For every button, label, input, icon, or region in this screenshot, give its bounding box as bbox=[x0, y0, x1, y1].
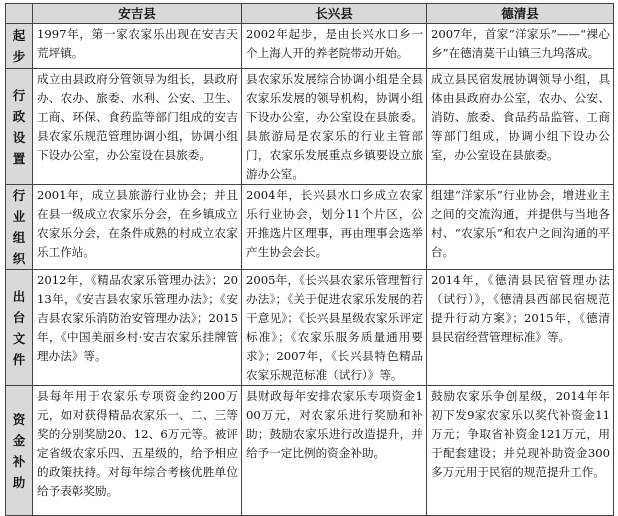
table-row-funding bbox=[6, 386, 614, 516]
cell-admin-changxing: 县农家乐发展综合协调小组是全县农家乐发展的领导机构，协调小组下设办公室，办公室设在县旅委。县旅游局是农家乐的行业主管部门，农家乐发展重点乡镇要设立旅游办公室。 bbox=[242, 69, 427, 185]
header-deqing: 德清县 bbox=[427, 4, 614, 24]
cell-industry-deqing: 组建“洋家乐”行业协会，增进业主之间的交流沟通，并提供与当地各村、“农家乐”和农户之间沟通的平台。 bbox=[427, 185, 614, 270]
table-row-industry bbox=[6, 185, 614, 270]
cell-documents-deqing: 2014年，《德清县民宿管理办法（试行）》，《德清县西部民宿规范提升行动方案》；2015年，《德清县民宿经营管理标准》等。 bbox=[427, 270, 614, 386]
cell-admin-anji: 成立由县政府分管领导为组长，县政府办、农办、旅委、水利、公安、卫生、工商、环保、食药监等部门组成的安吉县农家乐规范管理协调小组，协调小组下设办公室，办公室设在县旅委。 bbox=[33, 69, 242, 185]
cell-start-changxing: 2002年起步，是由长兴水口乡一个上海人开的养老院带动开始。 bbox=[242, 24, 427, 69]
header-changxing: 长兴县 bbox=[242, 4, 427, 24]
cell-industry-anji: 2001年，成立县旅游行业协会；并且在县一级成立农家乐分会，在乡镇成立农家乐分会，在条件成熟的村成立农家乐工作站。 bbox=[33, 185, 242, 270]
row-label-start: 起步 bbox=[6, 24, 33, 69]
header-anji: 安吉县 bbox=[33, 4, 242, 24]
cell-funding-changxing: 县财政每年安排农家乐专项资金100万元，对农家乐进行奖励和补助；鼓励农家乐进行改造提升，并给予一定比例的资金补助。 bbox=[242, 386, 427, 516]
cell-documents-anji: 2012年，《精品农家乐管理办法》；2013年，《安吉县农家乐管理办法》；《安吉县农家乐消防治安管理办法》；2015年，《中国美丽乡村·安吉农家乐挂牌管理办法》等。 bbox=[33, 270, 242, 386]
row-label-funding: 资金补助 bbox=[6, 386, 33, 516]
header-row bbox=[6, 4, 614, 24]
cell-funding-deqing: 鼓励农家乐争创星级，2014年年初下发9家农家乐以奖代补资金11万元；争取省补资金121万元，用于配套建设；并兑现补助资金300多万元用于民宿的规范提升工作。 bbox=[427, 386, 614, 516]
table-row-start bbox=[6, 24, 614, 69]
row-label-documents: 出台文件 bbox=[6, 270, 33, 386]
cell-start-anji: 1997年，第一家农家乐出现在安吉天荒坪镇。 bbox=[33, 24, 242, 69]
table-row-admin bbox=[6, 69, 614, 185]
cell-documents-changxing: 2005年，《长兴县农家乐管理暂行办法》；《关于促进农家乐发展的若干意见》；《长兴县星级农家乐评定标准》；《农家乐服务质量通用要求》；2007年，《长兴县特色精品农家乐规范标准（试行）》等。 bbox=[242, 270, 427, 386]
cell-start-deqing: 2007年，首家“洋家乐”——“裸心乡”在德清莫干山镇三九坞落成。 bbox=[427, 24, 614, 69]
row-label-admin: 行政设置 bbox=[6, 69, 33, 185]
header-corner-cell bbox=[6, 4, 33, 24]
comparison-table bbox=[5, 3, 614, 516]
table-row-documents bbox=[6, 270, 614, 386]
cell-industry-changxing: 2004年，长兴县水口乡成立农家乐行业协会，划分11个片区，公开推选片区理事，再由理事会选举产生协会会长。 bbox=[242, 185, 427, 270]
cell-admin-deqing: 成立县民宿发展协调领导小组，具体由县政府办公室，农办、公安、消防、旅委、食品药品监管、工商等部门组成，协调小组下设办公室，办公室设在县旅委。 bbox=[427, 69, 614, 185]
cell-funding-anji: 县每年用于农家乐专项资金约200万元，如对获得精品农家乐一、二、三等奖的分别奖励20、12、6万元等。被评定省级农家乐四、五星级的，给予相应的政策扶持。对每年综合考核优胜单位给予表彰奖励。 bbox=[33, 386, 242, 516]
row-label-industry: 行业组织 bbox=[6, 185, 33, 270]
